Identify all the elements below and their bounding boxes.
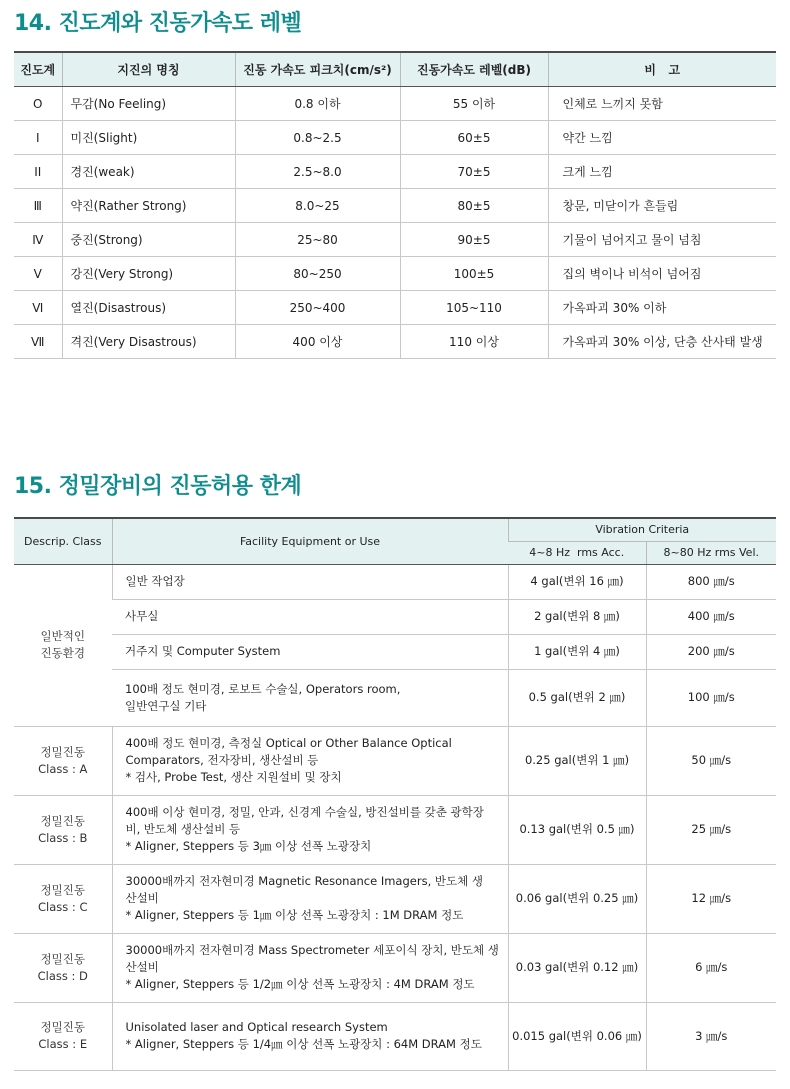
cell-intensity: Ⅳ [14,223,62,257]
cell-name: 중진(Strong) [62,223,235,257]
table-row [14,864,776,933]
cell-acc: 1 gal(변위 4 ㎛) [508,634,646,669]
text-line: 정밀진동 [40,951,85,966]
table-row [14,291,776,325]
cell-remarks: 크게 느낌 [548,155,776,189]
cell-acc: 0.015 gal(변위 0.06 ㎛) [508,1002,646,1070]
text-line: 거주지 및 Computer System [125,644,281,658]
cell-peak-acc: 25~80 [235,223,400,257]
cell-facility [112,599,508,634]
cell-vel: 50 ㎛/s [646,726,776,795]
cell-intensity: I [14,121,62,155]
header-acc: 4~8 Hz rms Acc. [508,541,646,564]
cell-class [14,864,112,933]
cell-name: 경진(weak) [62,155,235,189]
table-row [14,155,776,189]
text-line: 일반연구실 기타 [125,698,207,713]
cell-intensity: Ⅴ [14,257,62,291]
section-15-title: 15. 정밀장비의 진동허용 한계 [14,474,302,499]
cell-remarks: 가옥파괴 30% 이상, 단층 산사태 발생 [548,325,776,359]
text-line: 정밀진동 [40,882,85,897]
header-acc-level: 진동가속도 레벨(dB) [400,52,548,87]
cell-acc-level: 60±5 [400,121,548,155]
cell-facility [112,933,508,1002]
text-line: Class : E [38,1037,88,1051]
text-line: Class : A [38,761,88,776]
header-vibration-criteria: Vibration Criteria [508,518,776,541]
cell-peak-acc: 250~400 [235,291,400,325]
cell-facility [112,634,508,669]
cell-name: 약진(Rather Strong) [62,189,235,223]
cell-intensity: Ⅶ [14,325,62,359]
cell-class [14,726,112,795]
cell-facility [112,669,508,726]
cell-acc: 0.13 gal(변위 0.5 ㎛) [508,795,646,864]
table-row [14,121,776,155]
cell-peak-acc: 80~250 [235,257,400,291]
table-row [14,726,776,795]
text-line: Class : B [38,830,88,845]
cell-name: 강진(Very Strong) [62,257,235,291]
cell-remarks: 인체로 느끼지 못함 [548,87,776,121]
table-row [14,325,776,359]
text-line: Class : D [37,968,88,983]
cell-acc-level: 90±5 [400,223,548,257]
text-line: 400배 정도 현미경, 측정실 Optical or Other Balance Optical [125,736,452,750]
cell-class [14,933,112,1002]
header-name: 지진의 명칭 [62,52,235,87]
cell-intensity: Ⅵ [14,291,62,325]
text-line: 정밀진동 [40,813,85,828]
cell-facility [112,564,508,599]
cell-name: 열진(Disastrous) [62,291,235,325]
cell-peak-acc: 2.5~8.0 [235,155,400,189]
cell-intensity: II [14,155,62,189]
text-line: 일반 작업장 [125,574,185,588]
table-row [14,634,776,669]
header-vel: 8~80 Hz rms Vel. [646,541,776,564]
text-line: * Aligner, Steppers 등 1/2㎛ 이상 선폭 노광장치 : 4M DRAM 정도 [125,977,475,991]
cell-name: 격진(Very Disastrous) [62,325,235,359]
table-row [14,599,776,634]
table-row [14,1002,776,1070]
cell-intensity: O [14,87,62,121]
table-row [14,795,776,864]
cell-class [14,795,112,864]
table-row [14,564,776,599]
text-line: 비, 반도체 생산설비 등 [125,822,241,836]
cell-peak-acc: 0.8 이하 [235,87,400,121]
cell-vel: 25 ㎛/s [646,795,776,864]
text-line: * 검사, Probe Test, 생산 지원설비 및 장치 [125,770,342,784]
text-line: * Aligner, Steppers 등 1/4㎛ 이상 선폭 노광장치 : 64M DRAM 정도 [125,1037,482,1051]
header-intensity: 진도계 [14,52,62,87]
text-line: * Aligner, Steppers 등 3㎛ 이상 선폭 노광장치 [125,839,372,853]
cell-remarks: 약간 느낌 [548,121,776,155]
cell-acc: 0.06 gal(변위 0.25 ㎛) [508,864,646,933]
table-row [14,87,776,121]
cell-facility [112,795,508,864]
table-row [14,257,776,291]
cell-acc: 4 gal(변위 16 ㎛) [508,564,646,599]
text-line: Unisolated laser and Optical research System [125,1020,388,1034]
text-line: 산설비 [125,960,159,974]
text-line: 400배 이상 현미경, 정밀, 안과, 신경계 수술실, 방진설비를 갖춘 광학장 [125,805,484,819]
text-line: * Aligner, Steppers 등 1㎛ 이상 선폭 노광장치 : 1M DRAM 정도 [125,908,464,922]
cell-acc-level: 55 이하 [400,87,548,121]
vibration-criteria-table [14,517,776,1071]
cell-acc-level: 80±5 [400,189,548,223]
cell-vel: 400 ㎛/s [646,599,776,634]
cell-vel: 200 ㎛/s [646,634,776,669]
cell-acc-level: 105~110 [400,291,548,325]
text-line: 정밀진동 [40,1020,85,1034]
cell-remarks: 가옥파괴 30% 이하 [548,291,776,325]
table-header-row [14,52,776,87]
cell-vel: 800 ㎛/s [646,564,776,599]
cell-vel: 12 ㎛/s [646,864,776,933]
cell-acc-level: 70±5 [400,155,548,189]
text-line: 산설비 [125,891,159,905]
cell-vel: 3 ㎛/s [646,1002,776,1070]
header-remarks: 비 고 [548,52,776,87]
cell-acc: 0.25 gal(변위 1 ㎛) [508,726,646,795]
cell-facility [112,864,508,933]
cell-vel: 6 ㎛/s [646,933,776,1002]
cell-acc: 0.5 gal(변위 2 ㎛) [508,669,646,726]
section-14-title: 14. 진도계와 진동가속도 레벨 [14,11,302,36]
header-peak-acc: 진동 가속도 피크치(cm/s²) [235,52,400,87]
cell-intensity: Ⅲ [14,189,62,223]
cell-remarks: 기물이 넘어지고 물이 넘침 [548,223,776,257]
cell-remarks: 창문, 미닫이가 흔들림 [548,189,776,223]
table-row [14,223,776,257]
text-line: 정밀진동 [40,744,85,759]
cell-peak-acc: 400 이상 [235,325,400,359]
text-line: Class : C [38,899,88,914]
text-line: 30000배까지 전자현미경 Magnetic Resonance Imagers, 반도체 생 [125,874,483,888]
cell-name: 무감(No Feeling) [62,87,235,121]
cell-facility [112,726,508,795]
cell-name: 미진(Slight) [62,121,235,155]
header-facility: Facility Equipment or Use [112,518,508,564]
cell-class-general: 일반적인 진동환경 [14,564,112,726]
table-row [14,933,776,1002]
table-row [14,669,776,726]
cell-peak-acc: 0.8~2.5 [235,121,400,155]
text-line: 100배 정도 현미경, 로보트 수술실, Operators room, [125,681,401,696]
cell-facility [112,1002,508,1070]
text-line: 30000배까지 전자현미경 Mass Spectrometer 세포이식 장치, 반도체 생 [125,943,499,957]
cell-class [14,1002,112,1070]
text-line: Comparators, 전자장비, 생산설비 등 [125,753,319,767]
cell-acc: 0.03 gal(변위 0.12 ㎛) [508,933,646,1002]
table-row [14,189,776,223]
header-descrip-class: Descrip. Class [14,518,112,564]
cell-vel: 100 ㎛/s [646,669,776,726]
cell-peak-acc: 8.0~25 [235,189,400,223]
cell-acc-level: 100±5 [400,257,548,291]
seismic-intensity-table [14,51,776,359]
cell-acc: 2 gal(변위 8 ㎛) [508,599,646,634]
cell-remarks: 집의 벽이나 비석이 넘어짐 [548,257,776,291]
cell-acc-level: 110 이상 [400,325,548,359]
text-line: 사무실 [125,609,159,623]
